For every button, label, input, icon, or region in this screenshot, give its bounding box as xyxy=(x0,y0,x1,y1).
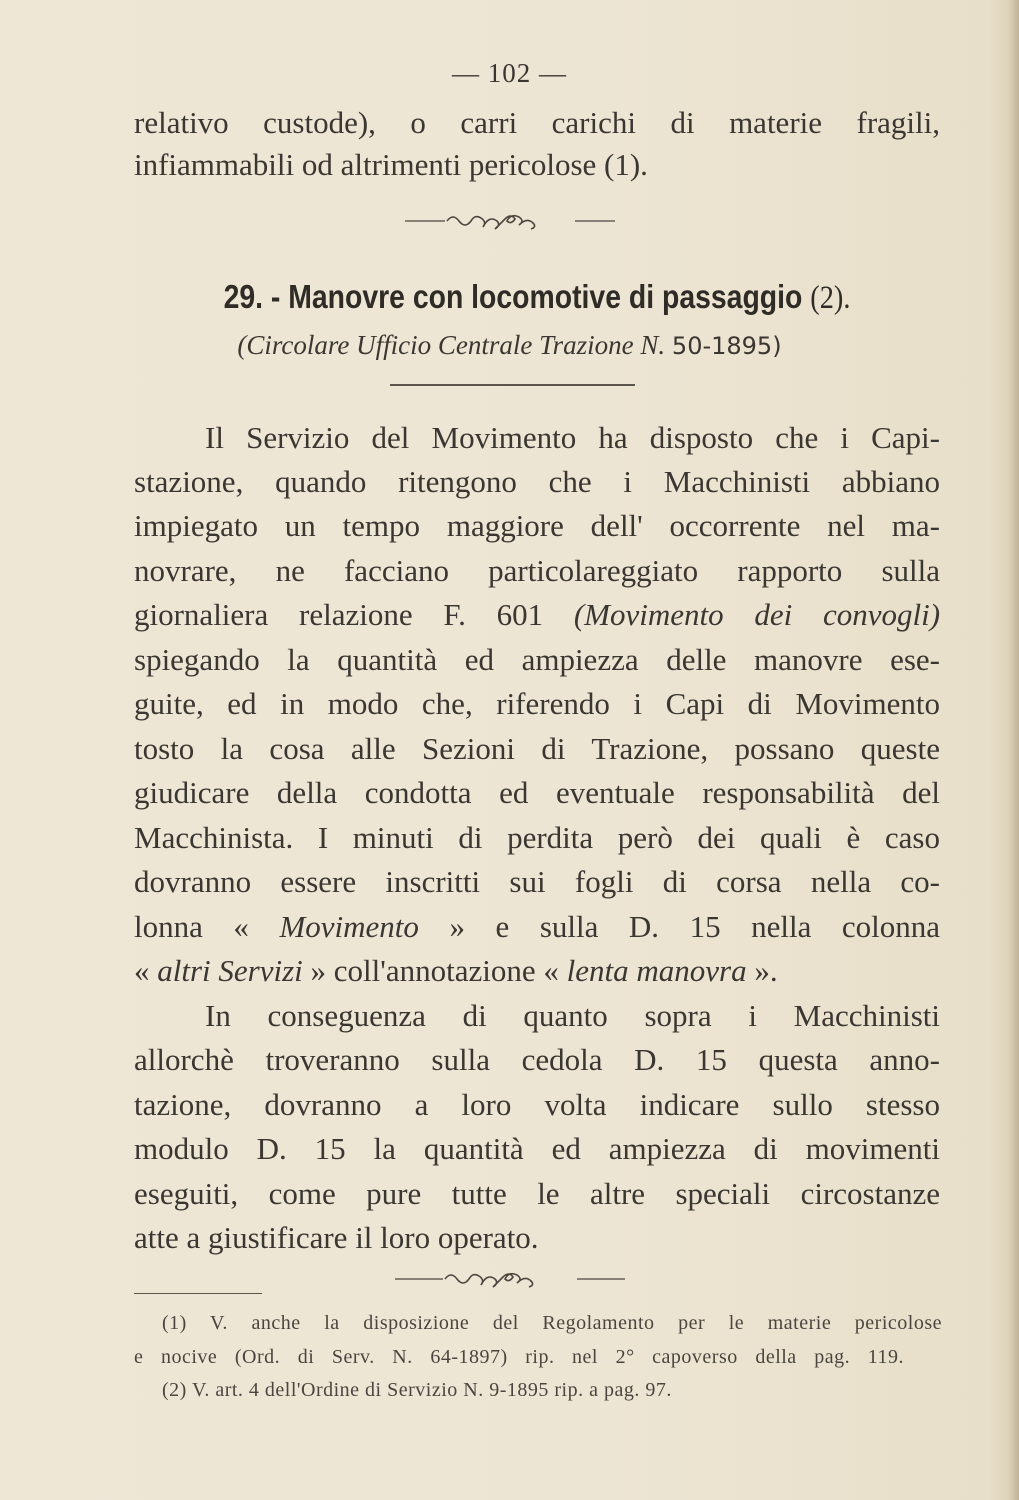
body-line: eseguiti, come pure tutte le altre speciali circostanze xyxy=(134,1176,940,1211)
body-italic-text: lenta manovra xyxy=(566,953,747,988)
body-line xyxy=(134,951,940,991)
floral-divider-icon xyxy=(0,1263,1019,1293)
body-line: Il Servizio del Movimento ha disposto che i Capi- xyxy=(205,420,940,455)
intro-line: relativo custode), o carri carichi di materie fragili, xyxy=(134,105,940,140)
body-line: novrare, ne facciano particolareggiato rapporto sulla xyxy=(134,553,940,588)
subtitle-circular: (Circolare Ufficio Centrale Trazione N. xyxy=(237,330,666,360)
section-footnote-ref: (2). xyxy=(810,280,851,316)
body-line: stazione, quando ritengono che i Macchinisti abbiano xyxy=(134,464,940,499)
body-line: Macchinista. I minuti di perdita però dei quali è caso xyxy=(134,820,940,855)
body-line xyxy=(134,595,940,635)
section-heading xyxy=(190,278,883,317)
page-number: — 102 — xyxy=(452,58,567,88)
body-line: guite, ed in modo che, riferendo i Capi di Movimento xyxy=(134,686,940,721)
body-italic-text: altri Servizi xyxy=(157,953,303,988)
section-divider-rule xyxy=(390,384,635,386)
body-line: impiegato un tempo maggiore dell' occorrente nel ma- xyxy=(134,508,940,543)
body-text: lonna « xyxy=(134,909,249,944)
footnote-1: (1) V. anche la disposizione del Regolamento per le materie pericolose xyxy=(162,1312,942,1334)
body-italic-text: (Movimento dei convogli) xyxy=(573,597,941,632)
body-text: « xyxy=(134,953,150,988)
footnote-separator-rule xyxy=(134,1293,262,1294)
body-line: spiegando la quantità ed ampiezza delle manovre ese- xyxy=(134,642,940,677)
body-line: tazione, dovranno a loro volta indicare sullo stesso xyxy=(134,1087,940,1122)
body-line: dovranno essere inscritti sui fogli di corsa nella co- xyxy=(134,864,940,899)
footnote-1-continued: e nocive (Ord. di Serv. N. 64-1897) rip. nel 2° capoverso della pag. 119. xyxy=(134,1346,904,1368)
footnote-2: (2) V. art. 4 dell'Ordine di Servizio N. 9-1895 rip. a pag. 97. xyxy=(162,1379,672,1401)
body-italic-text: Movimento xyxy=(279,909,419,944)
body-line: atte a giustificare il loro operato. xyxy=(134,1220,539,1255)
body-line: allorchè troveranno sulla cedola D. 15 questa anno- xyxy=(134,1042,940,1077)
body-line: giudicare della condotta ed eventuale responsabilità del xyxy=(134,775,940,810)
body-text: » e sulla D. 15 nella colonna xyxy=(449,909,941,944)
intro-line: infiammabili od altrimenti pericolose (1). xyxy=(134,147,648,182)
body-text: giornaliera relazione F. 601 xyxy=(134,597,544,632)
body-line xyxy=(134,907,940,947)
body-text: ». xyxy=(754,953,778,988)
body-line: tosto la cosa alle Sezioni di Trazione, possano queste xyxy=(134,731,940,766)
section-subtitle xyxy=(0,330,1019,361)
body-line: In conseguenza di quanto sopra i Macchinisti xyxy=(205,998,940,1033)
subtitle-number: 50-1895) xyxy=(671,332,782,360)
section-title: 29. - Manovre con locomotive di passaggio xyxy=(223,278,803,315)
body-line: modulo D. 15 la quantità ed ampiezza di movimenti xyxy=(134,1131,940,1166)
floral-divider-icon xyxy=(0,205,1019,235)
body-text: » coll'annotazione « xyxy=(310,953,559,988)
